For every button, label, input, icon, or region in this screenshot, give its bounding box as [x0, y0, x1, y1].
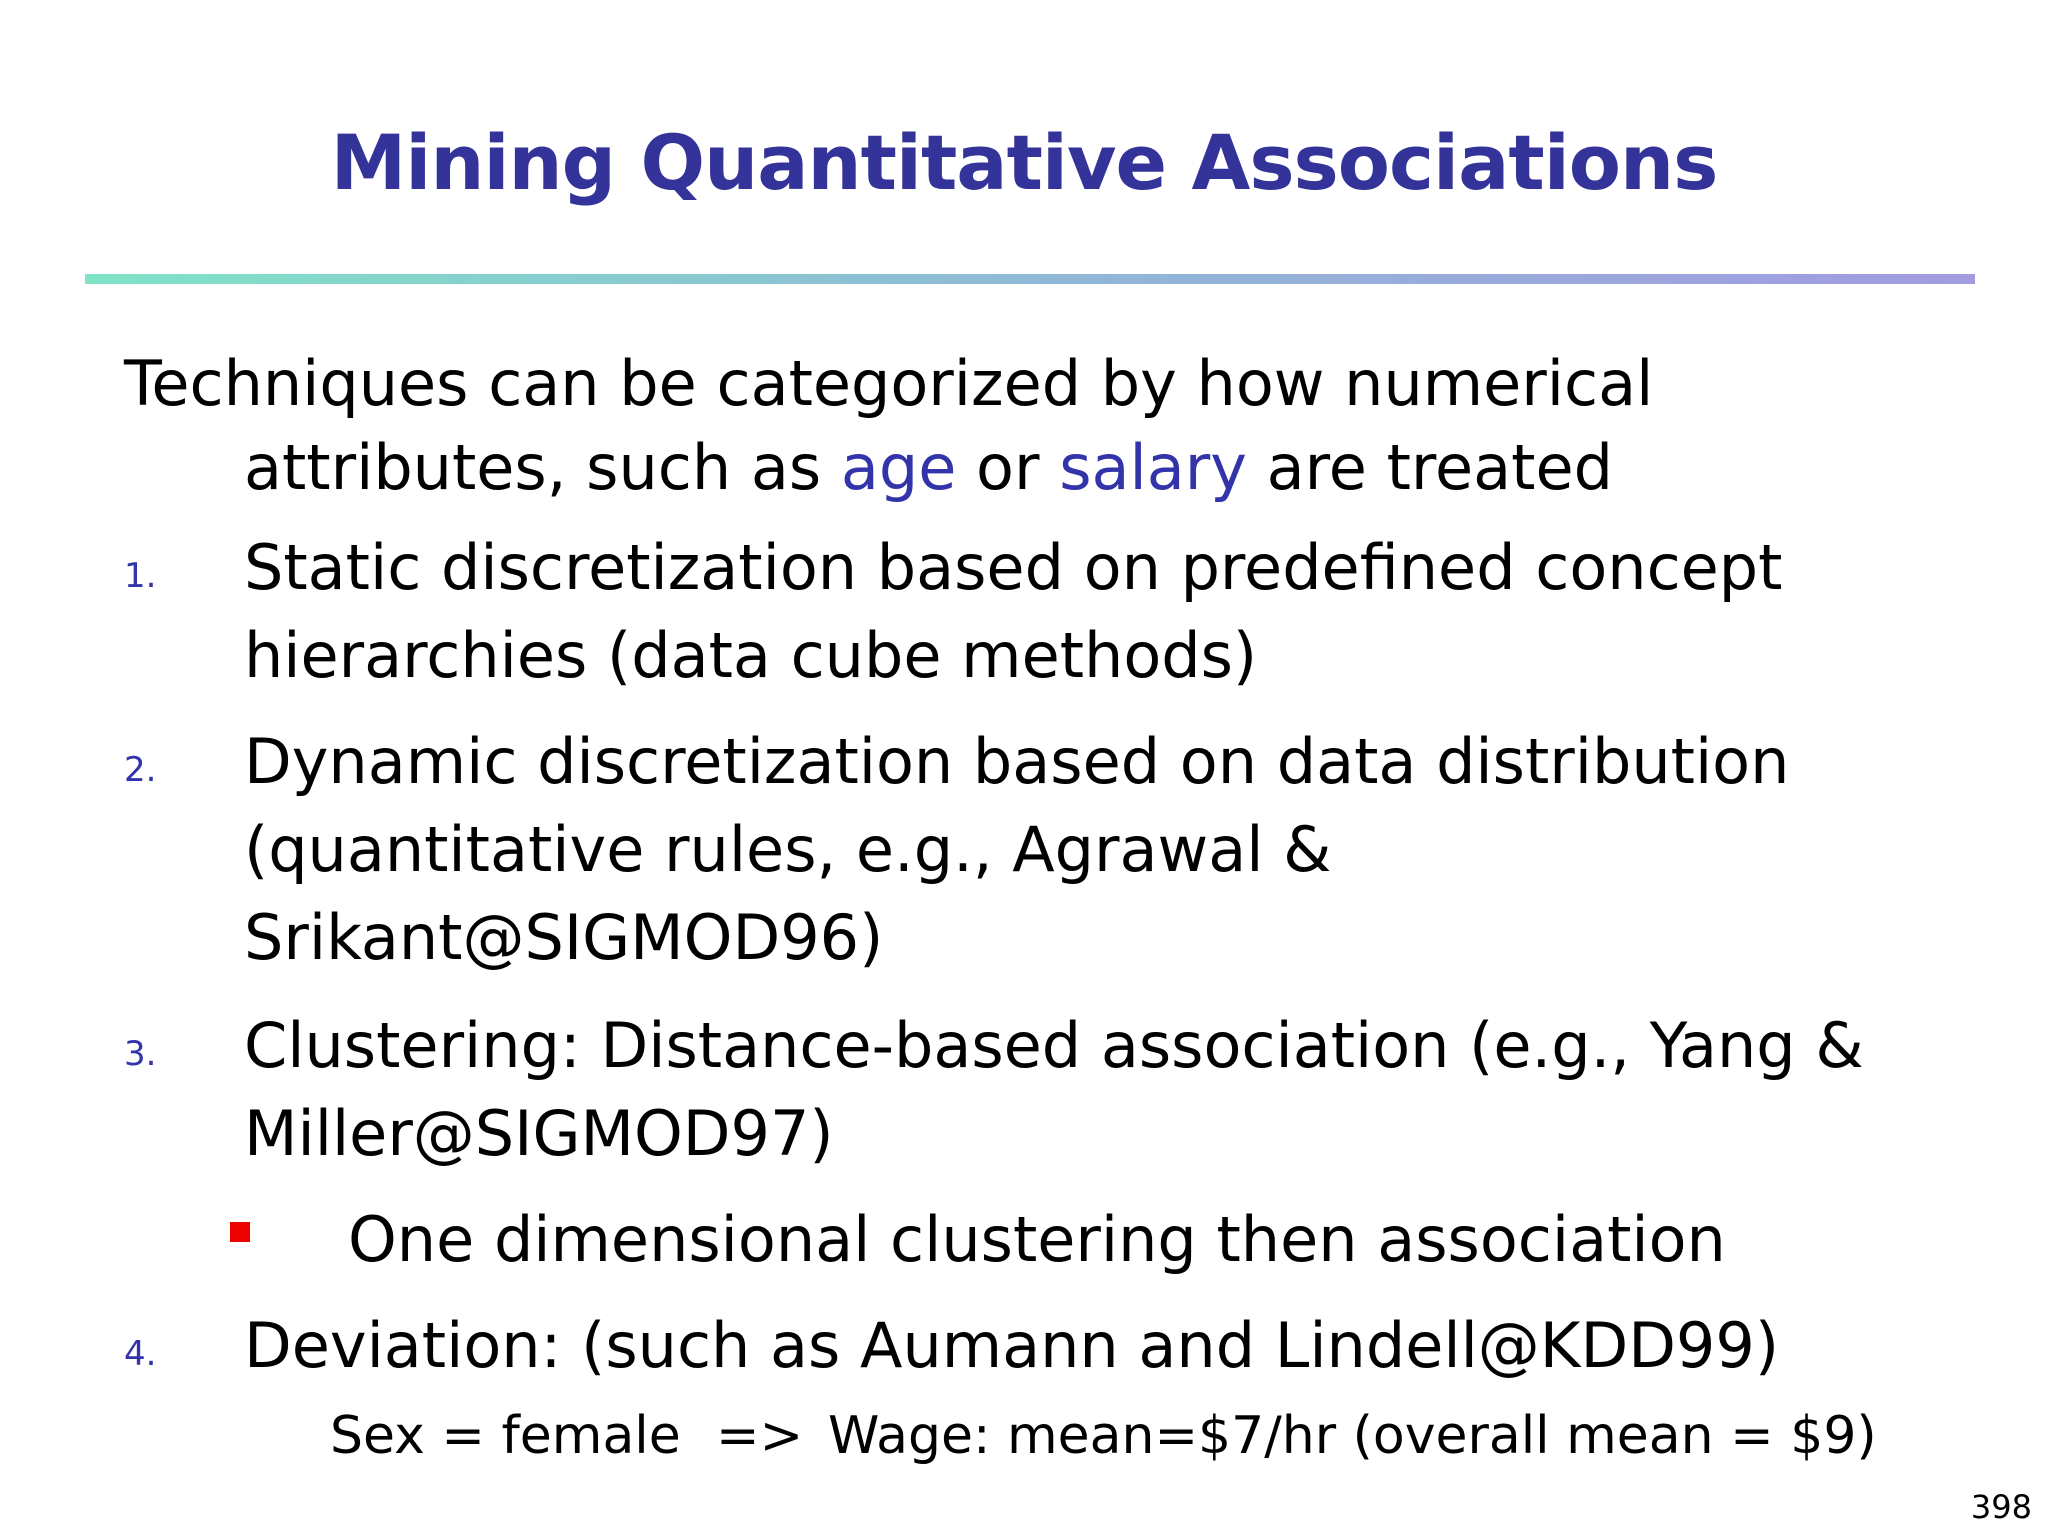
- list-item-1-line-1: Static discretization based on predefined concept: [244, 531, 1783, 604]
- title-divider: [85, 274, 1975, 284]
- highlight-age: age: [840, 431, 957, 504]
- intro-text: are treated: [1246, 431, 1613, 504]
- list-item-2-line-1: Dynamic discretization based on data distribution: [244, 725, 1790, 798]
- list-number-4: 4.: [124, 1334, 157, 1374]
- list-number-2: 2.: [124, 750, 157, 790]
- list-item-3-line-1: Clustering: Distance-based association (e.g., Yang &: [244, 1009, 1864, 1082]
- example-arrow: =>: [716, 1406, 804, 1466]
- deviation-example: [0, 1406, 2048, 1476]
- list-item-2-line-3: Srikant@SIGMOD96): [244, 901, 884, 974]
- list-item-2-line-2: (quantitative rules, e.g., Agrawal &: [244, 813, 1332, 886]
- intro-line-2: [244, 424, 1613, 512]
- highlight-salary: salary: [1059, 431, 1247, 504]
- red-square-bullet-icon: [230, 1222, 250, 1242]
- page-number: 398: [1970, 1488, 2032, 1526]
- list-number-1: 1.: [124, 556, 157, 596]
- slide-title: Mining Quantitative Associations: [330, 118, 1718, 207]
- example-rhs: Wage: mean=$7/hr (overall mean = $9): [828, 1406, 1877, 1466]
- intro-text: attributes, such as: [244, 431, 841, 504]
- intro-text: or: [956, 431, 1060, 504]
- list-item-1-line-2: hierarchies (data cube methods): [244, 619, 1258, 692]
- intro-line-1: Techniques can be categorized by how numerical: [124, 347, 1654, 420]
- example-lhs: Sex = female: [330, 1406, 681, 1466]
- list-item-4-line-1: Deviation: (such as Aumann and Lindell@KDD99): [244, 1309, 1780, 1382]
- list-number-3: 3.: [124, 1034, 157, 1074]
- list-item-3-line-2: Miller@SIGMOD97): [244, 1097, 834, 1170]
- sub-bullet-text: One dimensional clustering then association: [348, 1203, 1726, 1276]
